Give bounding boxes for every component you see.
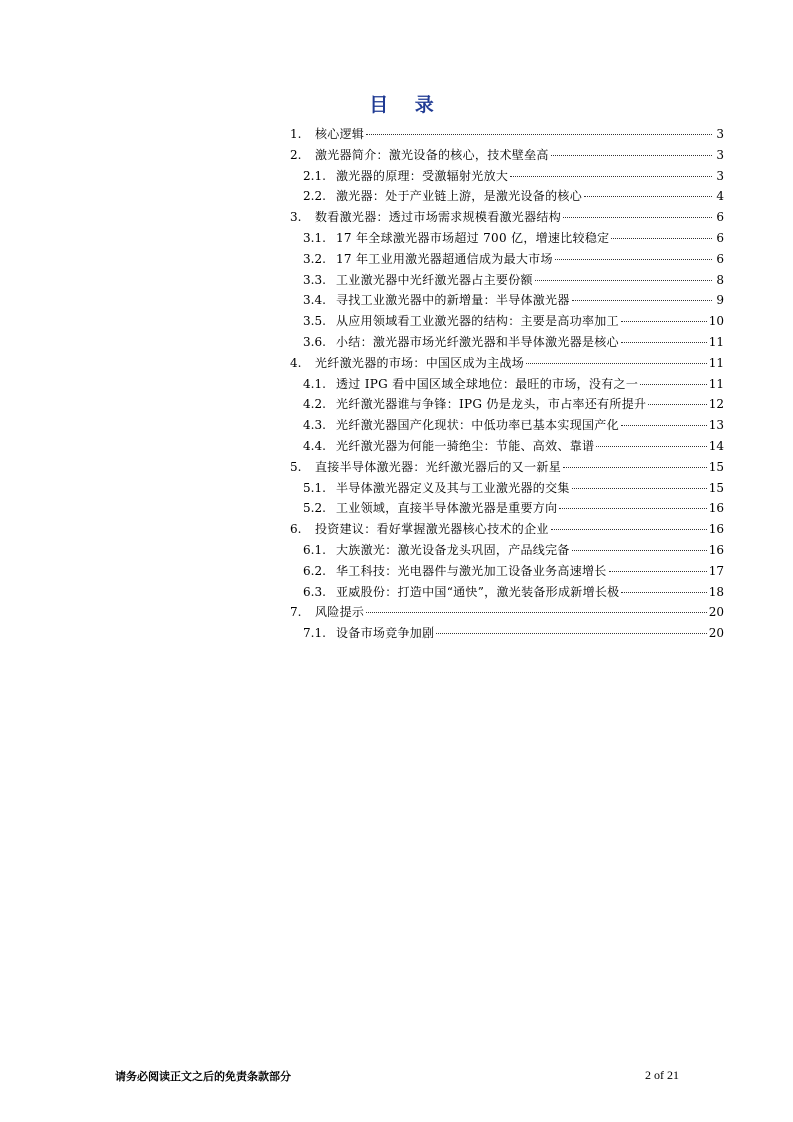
toc-entry-number: 6.3. [303,584,326,599]
toc-entry-page: 4 [716,189,724,204]
toc-dot-leader [563,217,712,218]
toc-entry-page: 15 [708,459,724,474]
toc-entry-title: 透过 IPG 看中国区域全球地位：最旺的市场，没有之一 [336,376,639,391]
toc-entry-number: 2.1. [303,168,326,183]
toc-entry-title: 工业领域，直接半导体激光器是重要方向 [336,501,558,516]
toc-dot-leader [526,363,707,364]
toc-entry-title: 光纤激光器谁与争锋：IPG 仍是龙头，市占率还有所提升 [336,397,647,412]
toc-entry-number: 1. [290,127,302,141]
toc-dot-leader [572,300,712,301]
toc-entry-title: 光纤激光器的市场：中国区成为主战场 [315,355,525,370]
toc-entry[interactable] [290,353,724,374]
toc-dot-leader [640,384,707,385]
toc-entry-title: 核心逻辑 [315,127,365,141]
table-of-contents [290,124,724,644]
toc-entry-number: 6.2. [303,563,326,578]
toc-entry-title: 寻找工业激光器中的新增量：半导体激光器 [336,293,570,308]
toc-entry-number: 4.2. [303,397,326,412]
disclaimer-note: 请务必阅读正文之后的免责条款部分 [115,1070,291,1083]
toc-entry-number: 3. [290,210,302,225]
toc-dot-leader [551,529,707,530]
toc-entry-number: 2.2. [303,189,326,204]
toc-entry[interactable] [290,124,724,145]
toc-entry-page: 20 [708,626,724,641]
toc-entry[interactable] [290,145,724,166]
toc-entry-page: 13 [708,418,724,433]
toc-dot-leader [366,134,712,135]
toc-entry-title: 大族激光：激光设备龙头巩固，产品线完备 [336,542,570,557]
toc-entry-title: 激光器简介：激光设备的核心，技术壁垒高 [315,147,549,162]
toc-entry-number: 3.2. [303,251,326,266]
toc-subentry[interactable] [290,561,724,582]
toc-dot-leader [366,612,707,613]
page-indicator: 2 of 21 [645,1068,679,1082]
toc-dot-leader [621,425,707,426]
toc-entry-page: 6 [716,230,724,245]
toc-entry-number: 6. [290,522,302,537]
page-title: 目 录 [369,94,444,116]
toc-entry-title: 17 年工业用激光器超通信成为最大市场 [336,251,553,266]
toc-entry-number: 3.5. [303,314,326,329]
toc-dot-leader [572,488,707,489]
toc-entry-number: 5.2. [303,501,326,516]
toc-entry-number: 5.1. [303,480,326,495]
toc-dot-leader [596,446,706,447]
toc-dot-leader [559,508,706,509]
toc-dot-leader [535,280,712,281]
toc-entry-number: 3.6. [303,334,326,349]
toc-entry-number: 2. [290,147,302,162]
toc-entry-page: 12 [708,397,724,412]
toc-entry[interactable] [290,457,724,478]
toc-entry-page: 16 [708,501,724,516]
toc-subentry[interactable] [290,415,724,436]
toc-dot-leader [563,467,707,468]
toc-entry-page: 3 [716,127,724,141]
toc-dot-leader [621,342,707,343]
toc-entry-title: 从应用领域看工业激光器的结构：主要是高功率加工 [336,314,619,329]
toc-entry-page: 16 [708,522,724,537]
toc-dot-leader [510,176,712,177]
toc-entry-title: 激光器的原理：受激辐射光放大 [336,168,509,183]
toc-entry-page: 10 [708,314,724,329]
toc-entry-page: 15 [708,480,724,495]
toc-subentry[interactable] [290,623,724,644]
toc-entry[interactable] [290,602,724,623]
toc-subentry[interactable] [290,540,724,561]
toc-entry-page: 9 [716,293,724,308]
toc-entry-number: 3.4. [303,293,326,308]
toc-entry-page: 3 [716,168,724,183]
toc-entry-page: 8 [716,272,724,287]
toc-entry-page: 11 [708,355,724,370]
toc-dot-leader [648,404,706,405]
toc-subentry[interactable] [290,270,724,291]
toc-entry-title: 设备市场竞争加剧 [336,626,435,641]
toc-subentry[interactable] [290,394,724,415]
toc-subentry[interactable] [290,374,724,395]
toc-entry[interactable] [290,519,724,540]
toc-subentry[interactable] [290,478,724,499]
toc-entry-number: 5. [290,459,302,474]
toc-dot-leader [436,633,706,634]
toc-entry-title: 光纤激光器为何能一骑绝尘：节能、高效、靠谱 [336,438,595,453]
toc-entry-number: 4.3. [303,418,326,433]
toc-subentry[interactable] [290,290,724,311]
toc-dot-leader [621,592,706,593]
toc-entry-page: 17 [708,563,724,578]
toc-subentry[interactable] [290,436,724,457]
toc-entry-number: 4.4. [303,438,326,453]
toc-subentry[interactable] [290,228,724,249]
toc-entry-title: 华工科技：光电器件与激光加工设备业务高速增长 [336,563,607,578]
toc-entry-number: 4. [290,355,302,370]
toc-entry-number: 4.1. [303,376,326,391]
toc-entry-number: 3.3. [303,272,326,287]
toc-entry-number: 7.1. [303,626,326,641]
toc-subentry[interactable] [290,166,724,187]
toc-subentry[interactable] [290,186,724,207]
toc-entry-title: 风险提示 [315,605,365,620]
toc-subentry[interactable] [290,498,724,519]
toc-entry-title: 数看激光器：透过市场需求规模看激光器结构 [315,210,562,225]
toc-subentry[interactable] [290,582,724,603]
toc-entry-number: 6.1. [303,542,326,557]
toc-dot-leader [555,259,712,260]
toc-entry-page: 3 [716,147,724,162]
toc-dot-leader [611,238,712,239]
toc-entry-number: 3.1. [303,230,326,245]
toc-entry-title: 小结：激光器市场光纤激光器和半导体激光器是核心 [336,334,619,349]
toc-entry-page: 11 [708,334,724,349]
toc-entry-page: 14 [708,438,724,453]
toc-entry-page: 6 [716,210,724,225]
toc-entry-title: 半导体激光器定义及其与工业激光器的交集 [336,480,570,495]
toc-subentry[interactable] [290,311,724,332]
toc-entry-page: 18 [708,584,724,599]
toc-dot-leader [584,196,712,197]
toc-dot-leader [572,550,707,551]
toc-dot-leader [551,155,712,156]
toc-subentry[interactable] [290,249,724,270]
toc-entry-page: 20 [708,605,724,620]
toc-entry-page: 11 [708,376,724,391]
toc-entry-title: 直接半导体激光器：光纤激光器后的又一新星 [315,459,562,474]
toc-entry-title: 17 年全球激光器市场超过 700 亿，增速比较稳定 [336,230,610,245]
toc-subentry[interactable] [290,332,724,353]
toc-entry-title: 亚威股份：打造中国“通快”，激光装备形成新增长极 [336,584,620,599]
toc-dot-leader [609,571,707,572]
toc-entry-page: 16 [708,542,724,557]
toc-dot-leader [621,321,707,322]
toc-entry-title: 光纤激光器国产化现状：中低功率已基本实现国产化 [336,418,619,433]
toc-entry[interactable] [290,207,724,228]
toc-entry-number: 7. [290,605,302,620]
toc-entry-title: 投资建议：看好掌握激光器核心技术的企业 [315,522,549,537]
toc-entry-page: 6 [716,251,724,266]
toc-entry-title: 激光器：处于产业链上游，是激光设备的核心 [336,189,583,204]
toc-entry-title: 工业激光器中光纤激光器占主要份额 [336,272,533,287]
